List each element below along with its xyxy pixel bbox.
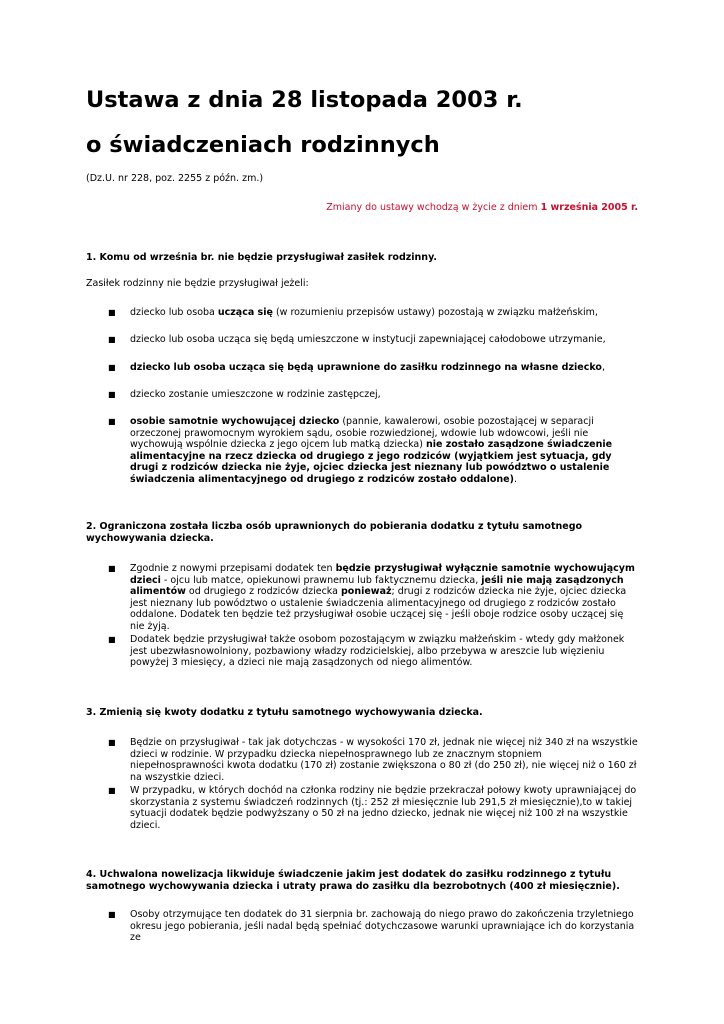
bullet-icon: ■	[108, 635, 116, 644]
section-3-list-2	[86, 785, 638, 831]
bullet-icon: ■	[108, 786, 116, 795]
changes-date: 1 września 2005 r.	[540, 202, 638, 213]
text: dziecko lub osoba	[130, 307, 218, 318]
section-1-list-5	[86, 416, 638, 485]
text: dziecko lub osoba ucząca się będą umieszczone w instytucji zapewniającej całodobowe utrzymanie,	[130, 334, 606, 345]
bold-text: osobie samotnie wychowującej dziecko	[130, 416, 340, 427]
text: dziecko zostanie umieszczone w rodzinie zastępczej,	[130, 389, 381, 400]
section-4-heading	[86, 869, 638, 893]
text: (pannie, kawalerowi, osobie pozostającej w separacji orzeczonej prawomocnym wyrokiem sądu, osobie rozwiedzionej, wdowie lub wdowcowi, jeśli nie wychowują wspólnie dziecka z jego ojcem lub matką dziecka)	[130, 416, 594, 450]
changes-note	[326, 202, 638, 213]
section-3-heading	[86, 707, 638, 719]
list-item	[0, 307, 638, 319]
text: (w rozumieniu przepisów ustawy) pozostają w związku małżeńskim,	[272, 307, 598, 318]
list-item	[86, 737, 638, 783]
bold-text: ucząca się	[217, 307, 273, 318]
section-1-list	[0, 307, 638, 319]
list-item	[86, 563, 638, 632]
citation: (Dz.U. nr 228, poz. 2255 z późn. zm.)	[86, 173, 264, 184]
section-4-heading-text: 4. Uchwalona nowelizacja likwiduje świadczenie jakim jest dodatek do zasiłku rodzinnego z tytułu samotnego wychowywania dziecka i utraty prawa do zasiłku dla bezrobotnych (400 zł miesięcznie).	[86, 869, 620, 892]
bullet-icon: ■	[108, 910, 116, 919]
section-1-heading-text: 1. Komu od września br. nie będzie przysługiwał zasiłek rodzinny.	[86, 252, 437, 263]
list-item	[86, 634, 638, 669]
section-1-list-3	[86, 362, 638, 374]
text: Osoby otrzymujące ten dodatek do 31 sierpnia br. zachowają do niego prawo do zakończenia trzyletniego okresu jego pobierania, jeśli nadal będą spełniać dotychczasowe warunki uprawniające ich do korzystania ze	[130, 909, 635, 943]
bullet-icon: ■	[108, 363, 116, 372]
section-4-list	[86, 909, 638, 944]
bold-text: ponieważ	[341, 586, 392, 597]
section-3-list	[86, 737, 638, 783]
section-1-intro-text: Zasiłek rodzinny nie będzie przysługiwał jeżeli:	[86, 278, 309, 289]
changes-prefix: Zmiany do ustawy wchodzą w życie z dniem	[326, 202, 541, 213]
section-2-heading-text: 2. Ograniczona została liczba osób uprawnionych do pobierania dodatku z tytułu samotnego wychowywania dziecka.	[86, 521, 583, 544]
bullet-icon: ■	[108, 308, 116, 317]
list-item	[86, 785, 638, 831]
list-item	[86, 334, 638, 346]
text: od drugiego z rodziców dziecka	[185, 586, 341, 597]
bold-text: nie zostało zasądzone świadczenie alimentacyjne na rzecz dziecka od drugiego z jego rodziców (wyjątkiem jest sytuacja, gdy drugi z rodziców dziecka nie żyje, ojciec dziecka jest nieznany lub powództwo o ustalenie świadczenia alimentacyjnego od drugiego z rodziców zostało oddalone)	[130, 439, 613, 485]
text: Będzie on przysługiwał - tak jak dotychczas - w wysokości 170 zł, jednak nie więcej niż 340 zł na wszystkie dzieci w rodzinie. W przypadku dziecka niepełnosprawnego lub ze znacznym stopniem niepełnosprawności kwota dodatku (170 zł) zostanie zwiększona o 80 zł (do 250 zł), nie więcej niż o 160 zł na wszystkie dzieci.	[130, 737, 638, 783]
text: Dodatek będzie przysługiwał także osobom pozostającym w związku małżeńskim - wtedy gdy małżonek jest ubezwłasnowolniony, pozbawiony władzy rodzicielskiej, albo przebywa w areszcie lub więzieniu powyżej 3 miesięcy, a dzieci nie mają zasądzonych od niego alimentów.	[130, 634, 625, 668]
text: ,	[601, 362, 605, 373]
text: ; drugi z rodziców dziecka nie żyje, ojciec dziecka jest nieznany lub powództwo o ustalenie świadczenia alimentacyjnego od drugiego z rodziców zostało oddalone. Dodatek ten będzie też przysługiwał osobie uczącej się - jeśli oboje rodzice osoby uczącej się nie żyją.	[130, 586, 627, 632]
bold-text: jeśli nie mają zasądzonych alimentów	[130, 574, 624, 597]
bullet-icon: ■	[108, 390, 116, 399]
section-3-heading-text: 3. Zmienią się kwoty dodatku z tytułu samotnego wychowywania dziecka.	[86, 707, 483, 718]
text: Zgodnie z nowymi przepisami dodatek ten	[130, 563, 336, 574]
section-2-heading	[86, 521, 638, 545]
text: .	[513, 473, 517, 485]
section-1-list-2	[86, 334, 638, 346]
title-line-2: o świadczeniach rodzinnych	[86, 132, 440, 158]
section-2-list	[86, 563, 638, 632]
bullet-icon: ■	[108, 738, 116, 747]
list-item	[86, 909, 638, 944]
bold-text: dziecko lub osoba ucząca się będą uprawnione do zasiłku rodzinnego na własne dziecko	[130, 362, 602, 373]
section-1-heading	[86, 252, 638, 264]
list-item	[86, 389, 638, 401]
section-1-intro	[86, 278, 638, 290]
bold-text: będzie przysługiwał wyłącznie samotnie wychowującym dzieci	[130, 563, 635, 586]
text: W przypadku, w których dochód na członka rodziny nie będzie przekraczał połowy kwoty uprawniającej do skorzystania z systemu świadczeń rodzinnych (tj.: 252 zł miesięcznie lub 291,5 zł miesięcznie),to w takiej sytuacji dodatek będzie podwyższany o 50 zł na jedno dziecko, jednak nie więcej niż 100 zł na wszystkie dzieci.	[130, 785, 637, 831]
section-1-list-4	[86, 389, 638, 401]
title-line-1: Ustawa z dnia 28 listopada 2003 r.	[86, 87, 523, 113]
bullet-icon: ■	[108, 417, 116, 426]
list-item	[86, 416, 638, 485]
list-item	[86, 362, 638, 374]
section-2-list-2	[86, 634, 638, 669]
bullet-icon: ■	[108, 335, 116, 344]
bullet-icon: ■	[108, 564, 116, 573]
text: - ojcu lub matce, opiekunowi prawnemu lub faktycznemu dziecka,	[160, 574, 482, 586]
